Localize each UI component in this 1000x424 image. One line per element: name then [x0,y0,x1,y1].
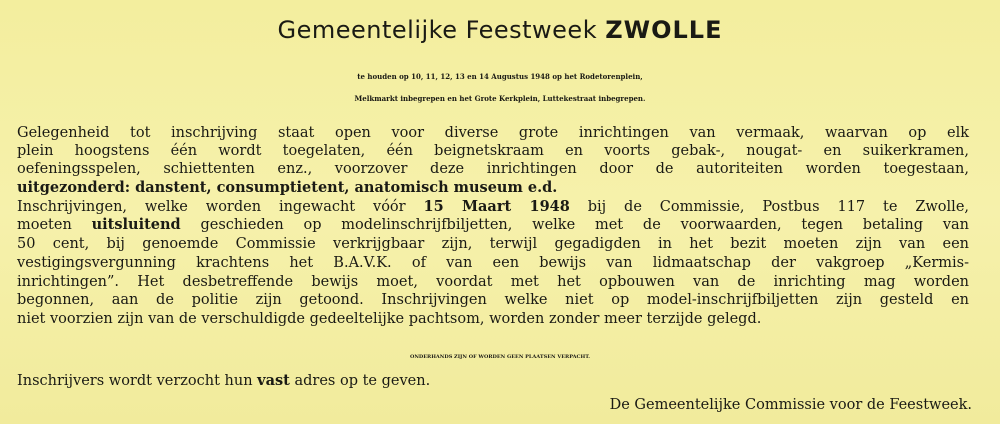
body-line-11: niet voorzien zijn van de verschuldigde gedeeltelijke pachtsom, worden zonder meer terzijde gelegd. [17,311,762,327]
body-line-10: begonnen, aan de politie zijn getoond. Inschrijvingen welke niet op model-inschrijfbiljetten zijn gesteld en [17,292,969,308]
body-line-5 [17,198,969,216]
no-private-lease-notice: ONDERHANDS ZIJN OF WORDEN GEEN PLAATSEN VERPACHT. [409,354,591,360]
address-request [17,372,430,390]
body-line-9: inrichtingen”. Het desbetreffende bewijs moet, voordat met het opbouwen van de inrichting mag worden [17,274,969,290]
body-line-8: vestigingsvergunning krachtens het B.A.V.K. of van een bewijs van lidmaatschap der vakgroep „Kermis- [17,255,969,271]
title-city: ZWOLLE [605,16,723,44]
address-request-b: adres op te geven. [289,373,431,389]
body-line-6 [17,216,969,234]
address-request-a: Inschrijvers wordt verzocht hun [17,373,258,389]
body-line-6-a: moeten [17,217,92,233]
body-line-7: 50 cent, bij genoemde Commissie verkrijgbaar zijn, terwijl gegadigden in het bezit moeten zijn van een [17,236,969,252]
subtitle-line-2: Melkmarkt inbegrepen en het Grote Kerkplein, Luttekestraat inbegrepen. [354,94,646,103]
page-title [0,10,1000,50]
subtitle-line-1: te houden op 10, 11, 12, 13 en 14 Augustus 1948 op het Rodetorenplein, [357,72,643,81]
body-line-1: Gelegenheid tot inschrijving staat open voor diverse grote inrichtingen van vermaak, waarvan op elk [17,125,969,141]
title-prefix: Gemeentelijke Feestweek [277,16,606,44]
signature: De Gemeentelijke Commissie voor de Feestweek. [609,397,972,413]
fixed-text: vast [257,372,290,389]
body-line-6-b: geschieden op modelinschrijfbiljetten, welke met de voorwaarden, tegen betaling van [180,217,969,233]
body-line-4 [17,179,969,197]
exclusively-text: uitsluitend [91,216,181,233]
exclusions-text: uitgezonderd: danstent, consumptietent, anatomisch museum e.d. [17,179,558,196]
body-line-3: oefeningsspelen, schiettenten enz., voorzover deze inrichtingen door de autoriteiten worden toegestaan, [17,161,969,177]
body-line-5-a: Inschrijvingen, welke worden ingewacht vóór [17,199,424,215]
deadline-date: 15 Maart 1948 [423,198,570,215]
body-line-2: plein hoogstens één wordt toegelaten, één beignetskraam en voorts gebak-, nougat- en suikerkramen, [17,143,969,159]
body-line-5-b: bij de Commissie, Postbus 117 te Zwolle, [569,199,970,215]
